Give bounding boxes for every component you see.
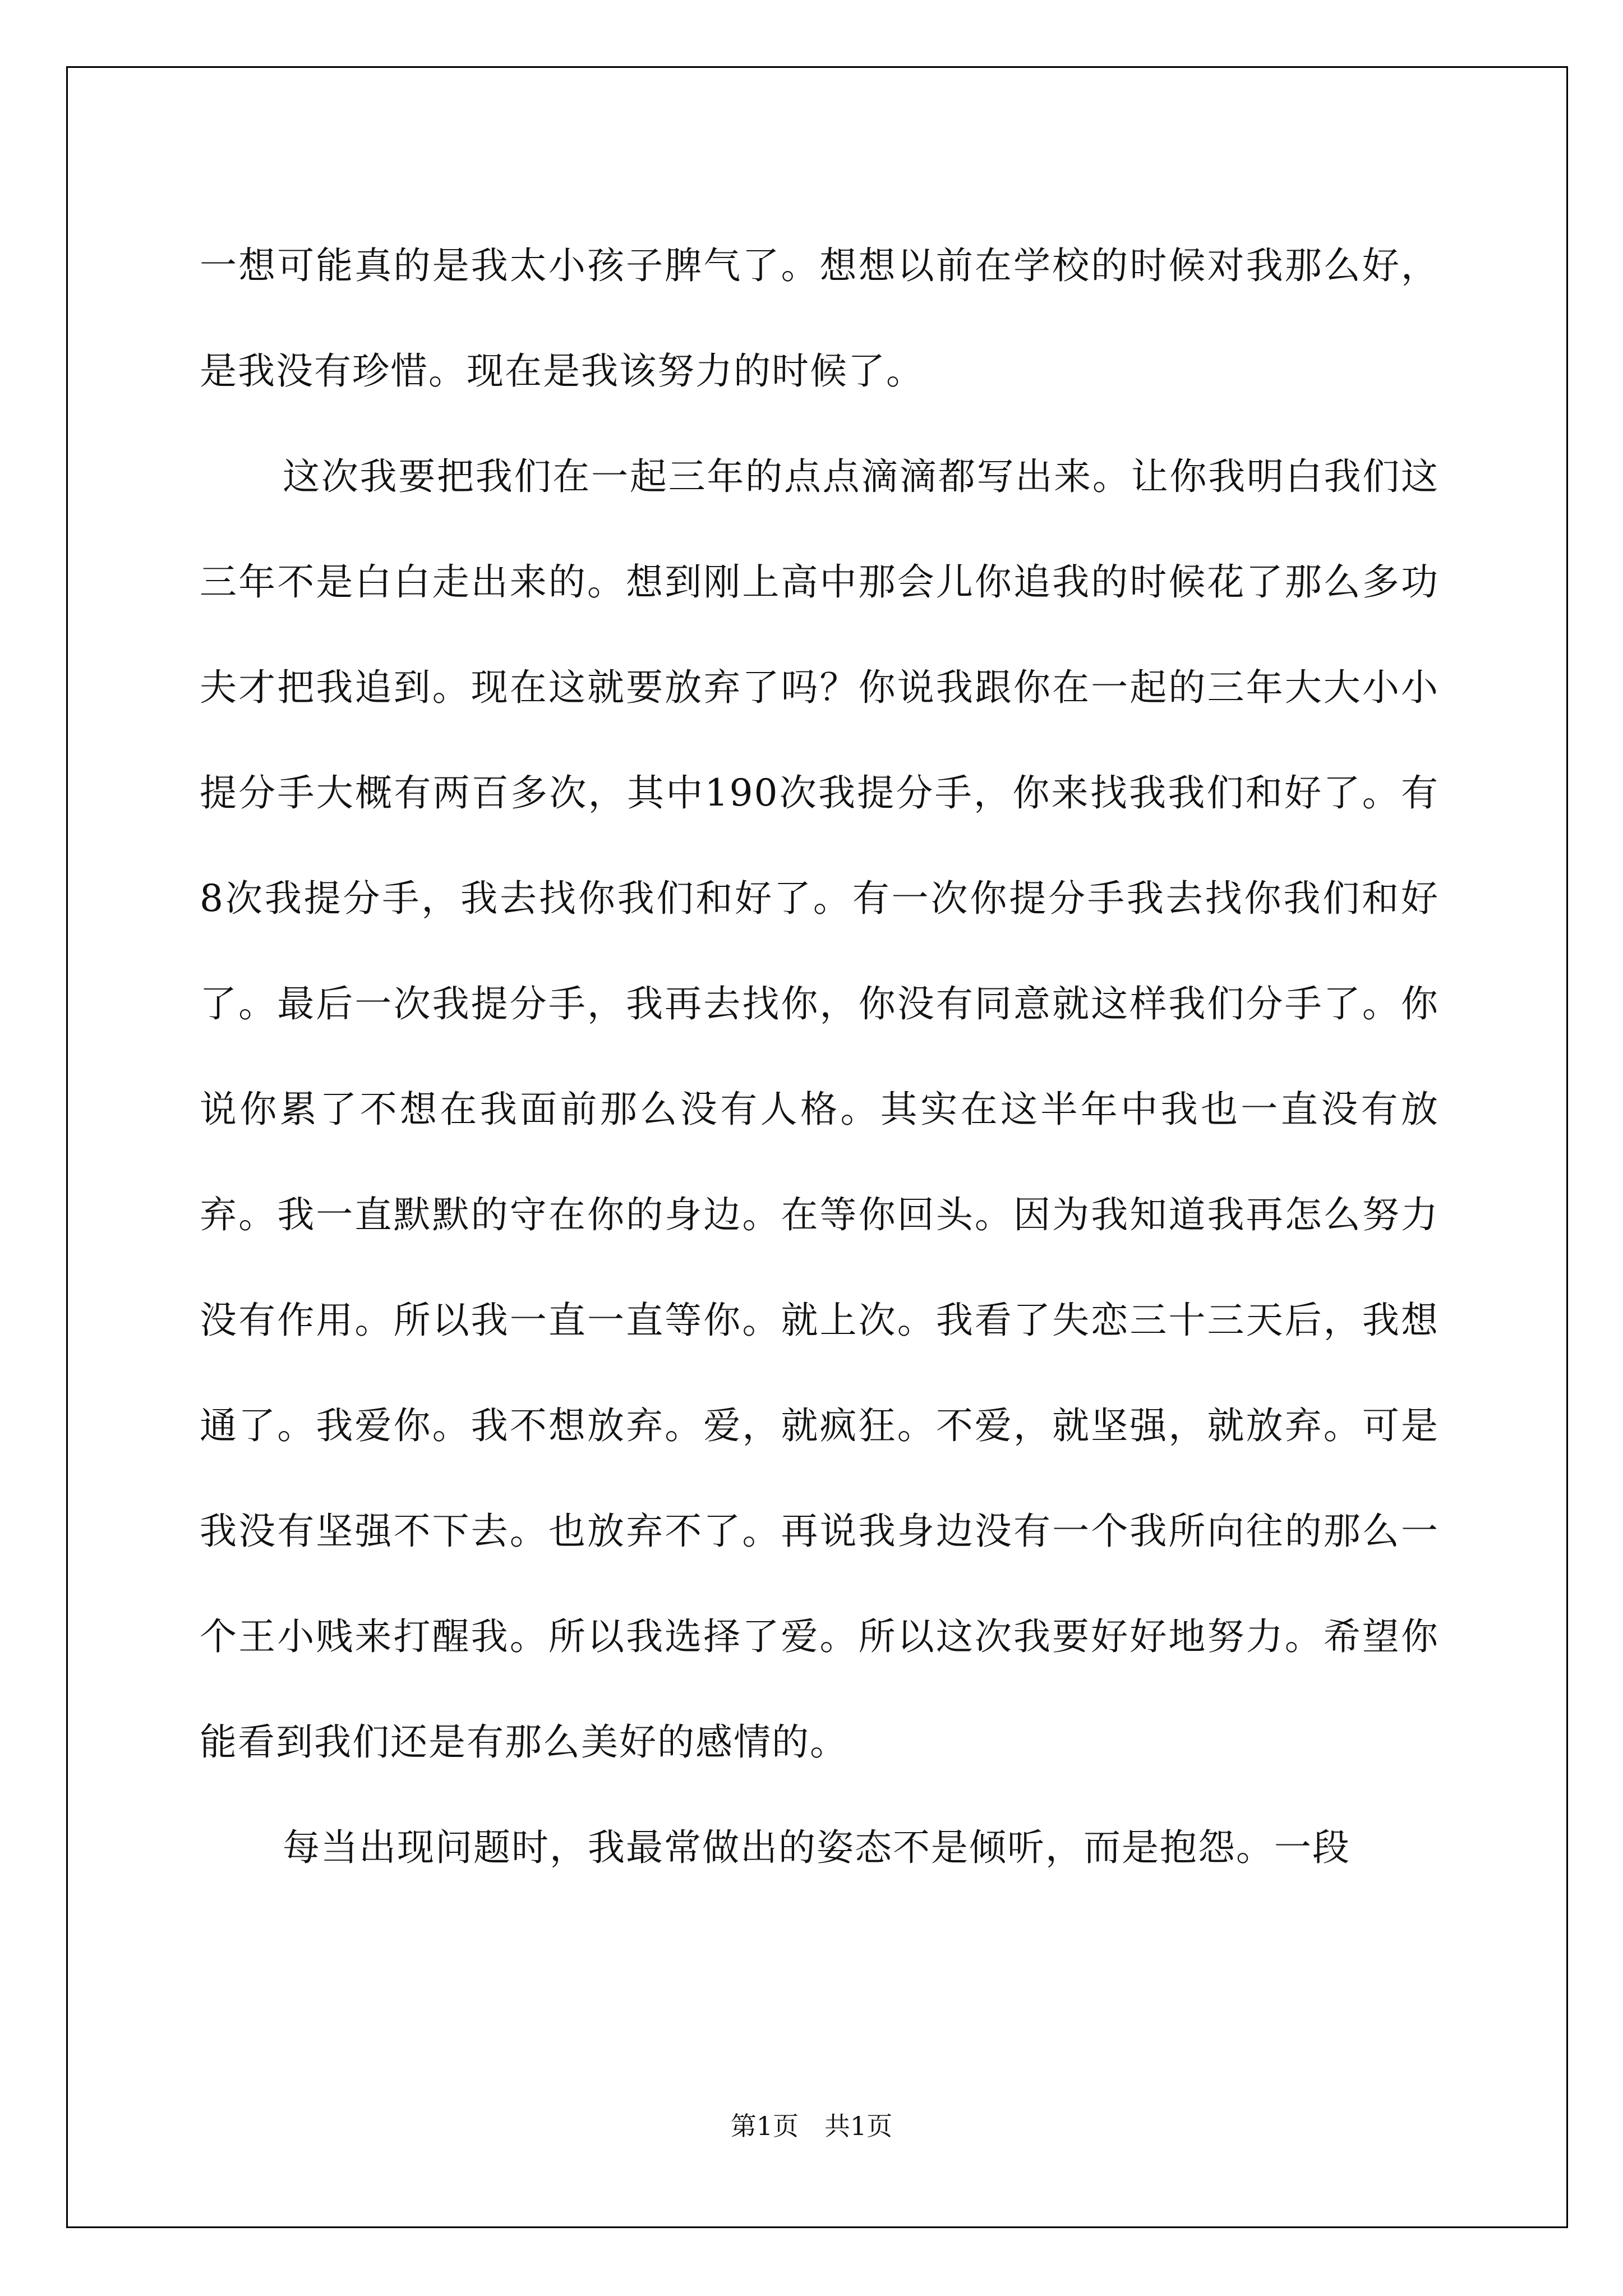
- page-number: 第1页: [730, 2111, 799, 2141]
- document-body: [200, 213, 1439, 1901]
- page-total: 共1页: [824, 2111, 893, 2141]
- paragraph-2: 这次我要把我们在一起三年的点点滴滴都写出来。让你我明白我们这三年不是白白走出来的。想到刚上高中那会儿你追我的时候花了那么多功夫才把我追到。现在这就要放弃了吗？你说我跟你在一起的三年大大小小提分手大概有两百多次，其中190次我提分手，你来找我我们和好了。有8次我提分手，我去找你我们和好了。有一次你提分手我去找你我们和好了。最后一次我提分手，我再去找你，你没有同意就这样我们分手了。你说你累了不想在我面前那么没有人格。其实在这半年中我也一直没有放弃。我一直默默的守在你的身边。在等你回头。因为我知道我再怎么努力没有作用。所以我一直一直等你。就上次。我看了失恋三十三天后，我想通了。我爱你。我不想放弃。爱，就疯狂。不爱，就坚强，就放弃。可是我没有坚强不下去。也放弃不了。再说我身边没有一个我所向往的那么一个王小贱来打醒我。所以我选择了爱。所以这次我要好好地努力。希望你能看到我们还是有那么美好的感情的。: [200, 455, 1439, 1764]
- page-footer: [0, 2109, 1623, 2143]
- paragraph-1: 一想可能真的是我太小孩子脾气了。想想以前在学校的时候对我那么好，是我没有珍惜。现在是我该努力的时候了。: [200, 244, 1439, 393]
- paragraph-3: 每当出现问题时，我最常做出的姿态不是倾听，而是抱怨。一段: [283, 1826, 1350, 1869]
